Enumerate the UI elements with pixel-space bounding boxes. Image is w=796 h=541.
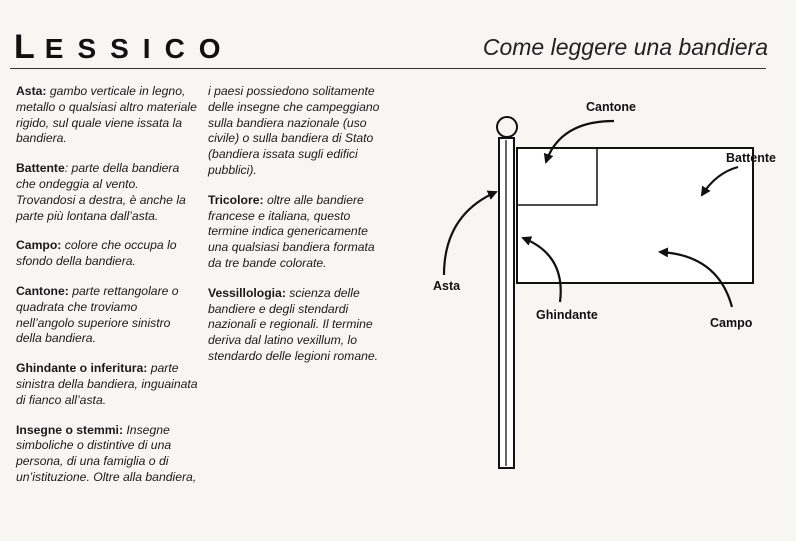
entry-definition: oltre alle bandiere francese e italiana, questo termine indica genericamente una qualsiasi bandiera formata da tre bande colorate. — [208, 192, 375, 270]
entry-term: Asta: — [16, 84, 47, 98]
page-subtitle: Come leggere una bandiera — [482, 34, 768, 60]
entry-definition: gambo verticale in legno, metallo o qualsiasi altro materiale rigido, sul quale viene issata la bandiera. — [16, 84, 197, 146]
page-title-rest: ESSICO — [44, 33, 235, 64]
entry-term: Vessillologia: — [208, 285, 286, 300]
entry-term: Cantone: — [16, 283, 69, 298]
entry-term: Battente — [16, 161, 65, 176]
glossary-entry-tricolore — [208, 193, 390, 272]
entry-term: Ghindante o inferitura: — [16, 361, 148, 376]
label-battente: Battente — [726, 151, 777, 165]
flagpole — [497, 117, 517, 468]
pole-finial — [497, 117, 517, 137]
header-rule — [10, 68, 766, 69]
page-title-initial: L — [14, 28, 45, 66]
flag-diagram — [420, 95, 796, 480]
glossary-entry-cantone — [16, 284, 198, 347]
label-cantone: Cantone — [586, 100, 636, 114]
glossary-entry-battente — [16, 161, 198, 224]
entry-definition: parte rettangolare o quadrata che troviamo nell’angolo superiore sinistro della bandiera. — [16, 283, 179, 346]
glossary-entry-ghindante — [16, 361, 198, 408]
entry-term: Tricolore: — [208, 192, 264, 207]
glossary-entry-insegne-continued: i paesi possiedono solitamente delle insegne che campeggiano sulla bandiera nazionale (uso civile) o sulla bandiera di Stato (bandiera issata sugli edifici pubblici). — [208, 84, 380, 177]
entry-definition: scienza delle bandiere e degli stendardi nazionali e regionali. Il termine deriva dal latino vexillum, lo stendardo delle legioni romane. — [208, 285, 379, 363]
entry-term: Campo: — [16, 238, 62, 253]
glossary-column-2 — [208, 84, 390, 379]
flag-field — [517, 148, 753, 283]
glossary-entry-asta — [16, 84, 198, 147]
label-ghindante: Ghindante — [536, 308, 598, 322]
entry-definition: Insegne simboliche o distintive di una persona, di una famiglia o di un’istituzione. Oltre alla bandiera, — [16, 422, 197, 484]
entry-definition: : parte della bandiera che ondeggia al vento. Trovandosi a destra, è anche la parte più lontana dall’asta. — [16, 161, 186, 223]
entry-definition: colore che occupa lo sfondo della bandiera. — [16, 238, 177, 269]
glossary-column-1 — [16, 84, 198, 500]
label-campo: Campo — [710, 316, 753, 330]
label-asta: Asta — [433, 279, 461, 293]
page-title — [14, 28, 235, 67]
entry-definition: parte sinistra della bandiera, inguainata di fianco all’asta. — [16, 361, 198, 407]
glossary-entry-vessillologia — [208, 286, 390, 365]
arrow-asta — [444, 192, 496, 275]
entry-term: Insegne o stemmi: — [16, 422, 124, 437]
glossary-entry-campo — [16, 238, 198, 270]
glossary-entry-insegne — [16, 423, 198, 486]
